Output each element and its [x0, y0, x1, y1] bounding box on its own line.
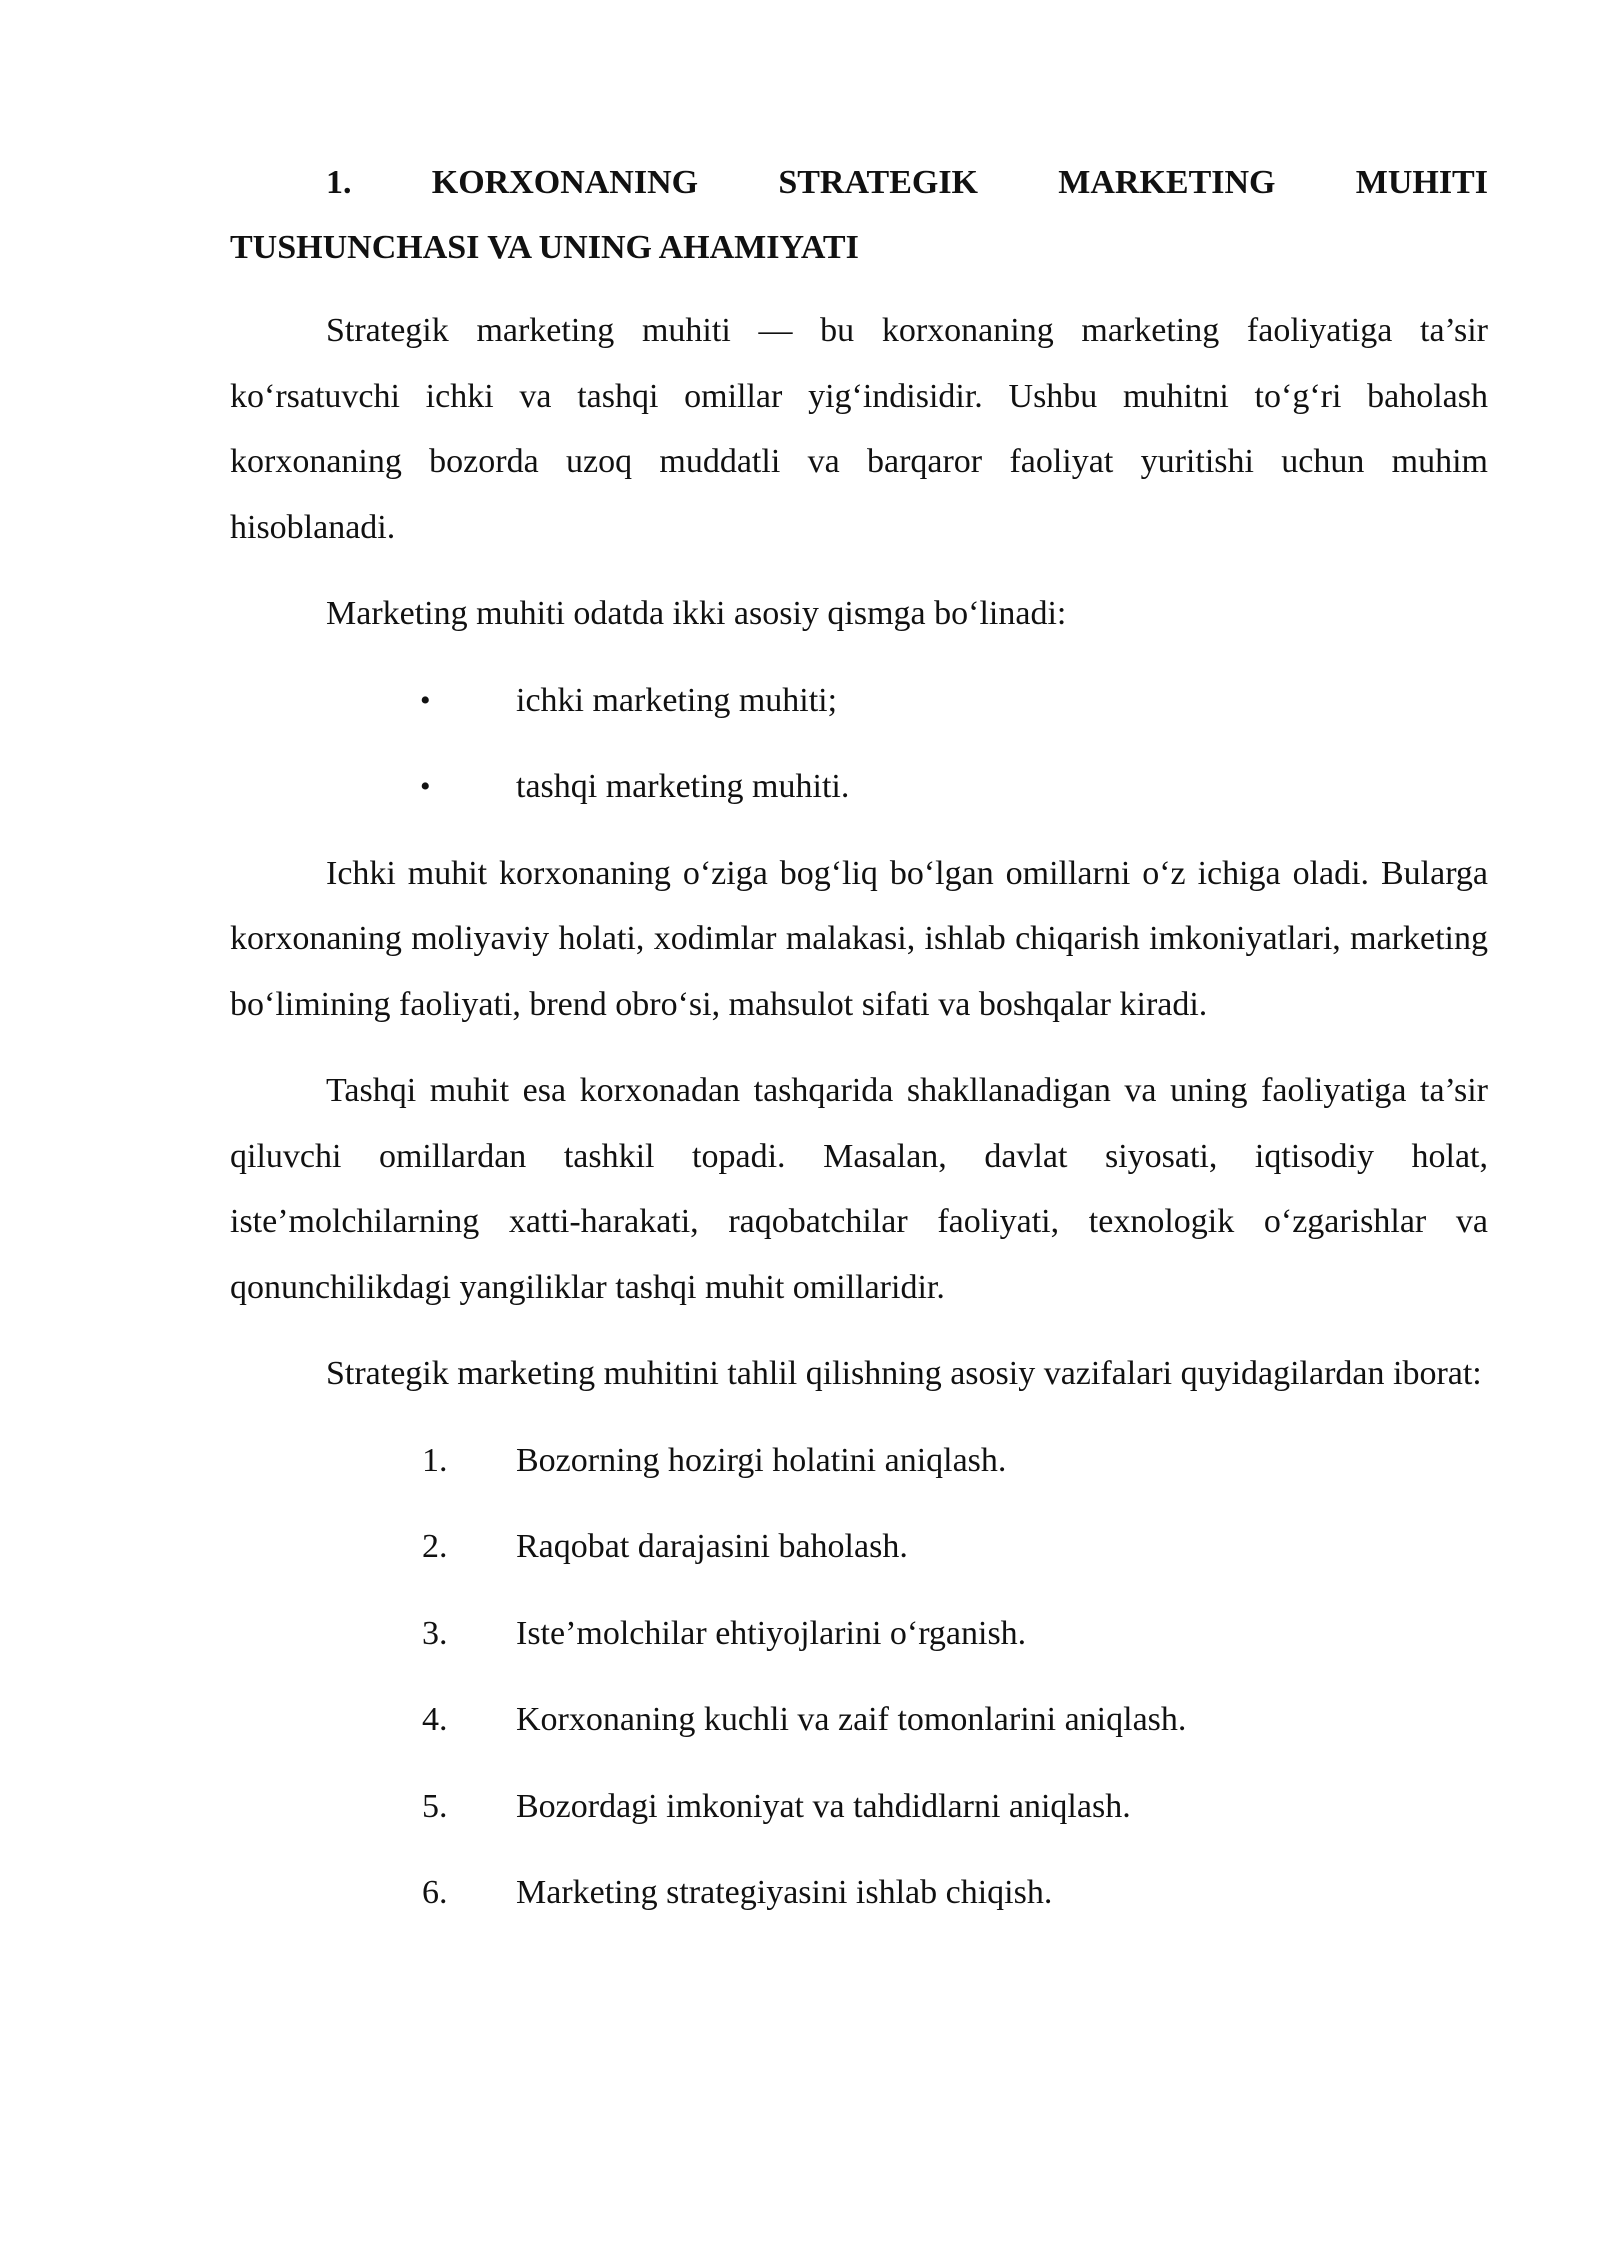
- document-page: [230, 150, 1488, 1947]
- list-item-text: tashqi marketing muhiti.: [516, 768, 850, 805]
- section-heading-line-1: [230, 150, 1488, 215]
- list-item-text: Bozordagi imkoniyat va tahdidlarni aniqlash.: [516, 1787, 1131, 1825]
- paragraph-external-environment: Tashqi muhit esa korxonadan tashqarida shakllanadigan va uning faoliyatiga ta’sir qiluvchi omillardan tashkil topadi. Masalan, davlat siyosati, iqtisodiy holat, iste’molchilarning xatti-harakati, raqobatchilar faoliyati, texnologik o‘zgarishlar va qonunchilikdagi yangiliklar tashqi muhit omillaridir.: [230, 1072, 1488, 1306]
- list-item-text: Marketing strategiyasini ishlab chiqish.: [516, 1874, 1053, 1911]
- list-item-text: Raqobat darajasini baholash.: [516, 1528, 908, 1565]
- heading-number: 1.: [326, 164, 352, 201]
- list-number: 4.: [422, 1701, 448, 1738]
- list-item-text: Bozorning hozirgi holatini aniqlash.: [516, 1441, 1007, 1479]
- list-item: [230, 1514, 1488, 1580]
- list-item: [230, 1428, 1488, 1494]
- list-item-text: Korxonaning kuchli va zaif tomonlarini aniqlash.: [516, 1701, 1187, 1738]
- list-item: [230, 1774, 1488, 1840]
- list-number: 1.: [422, 1441, 448, 1479]
- heading-word: STRATEGIK: [778, 164, 978, 201]
- paragraph-parts-intro: Marketing muhiti odatda ikki asosiy qismga bo‘linadi:: [326, 595, 1067, 632]
- list-number: 6.: [422, 1874, 448, 1911]
- bullet-marker: •: [420, 683, 431, 717]
- list-item-text: Iste’molchilar ehtiyojlarini o‘rganish.: [516, 1614, 1027, 1652]
- list-number: 3.: [422, 1614, 448, 1652]
- list-number: 2.: [422, 1528, 448, 1565]
- numbered-list: [230, 1428, 1488, 1926]
- section-heading-line-2: TUSHUNCHASI VA UNING AHAMIYATI: [230, 229, 859, 266]
- paragraph-tasks-intro: Strategik marketing muhitini tahlil qilishning asosiy vazifalari quyidagilardan iborat:: [326, 1355, 1482, 1392]
- bullet-marker: •: [420, 770, 431, 803]
- paragraph-definition: Strategik marketing muhiti — bu korxonaning marketing faoliyatiga ta’sir ko‘rsatuvchi ichki va tashqi omillar yig‘indisidir. Ushbu muhitni to‘g‘ri baholash korxonaning bozorda uzoq muddatli va barqaror faoliyat yuritishi uchun muhim hisoblanadi.: [230, 312, 1488, 546]
- list-item: [230, 1860, 1488, 1926]
- paragraph-internal-environment: Ichki muhit korxonaning o‘ziga bog‘liq bo‘lgan omillarni o‘z ichiga oladi. Bularga korxonaning moliyaviy holati, xodimlar malakasi, ishlab chiqarish imkoniyatlari, marketing bo‘limining faoliyati, brend obro‘si, mahsulot sifati va boshqalar kiradi.: [230, 854, 1488, 1023]
- list-item-text: ichki marketing muhiti;: [516, 681, 838, 719]
- heading-word: MARKETING: [1058, 164, 1276, 201]
- section-heading: [230, 150, 1488, 280]
- heading-word: KORXONANING: [431, 164, 699, 201]
- list-item: [230, 668, 1488, 734]
- list-item: [230, 754, 1488, 820]
- list-number: 5.: [422, 1787, 448, 1825]
- bullet-list: [230, 668, 1488, 820]
- heading-word: MUHITI: [1355, 164, 1488, 201]
- list-item: [230, 1687, 1488, 1753]
- list-item: [230, 1601, 1488, 1667]
